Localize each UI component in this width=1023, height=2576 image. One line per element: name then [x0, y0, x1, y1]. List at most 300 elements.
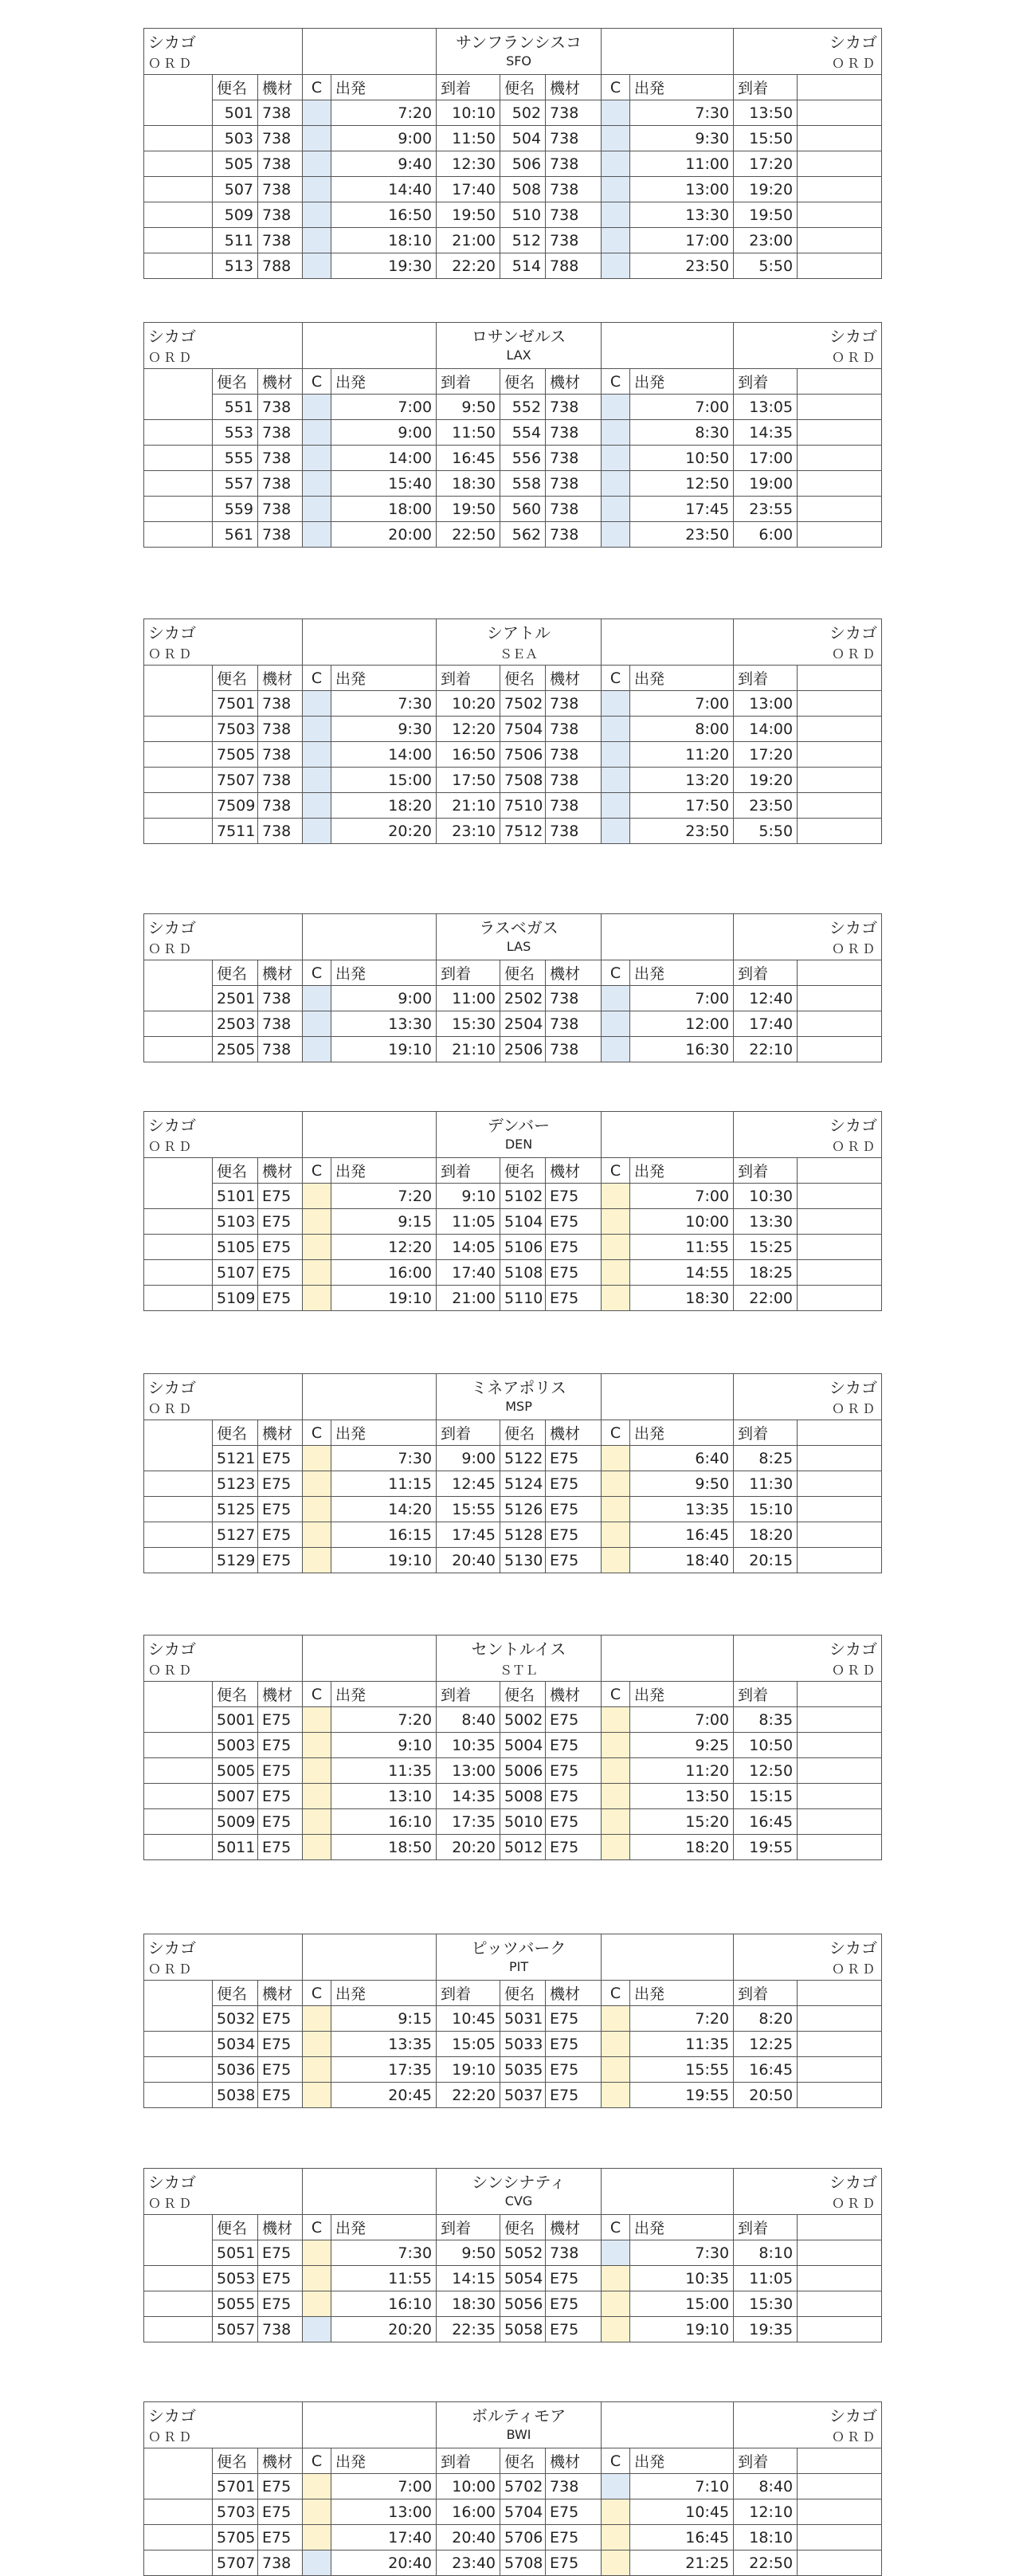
blank-cell [144, 960, 213, 986]
col-aircraft: 機材 [546, 369, 602, 395]
class-cell [602, 1835, 630, 1860]
class-cell [303, 497, 331, 522]
destination-code: MSP [437, 1398, 602, 1420]
class-cell [303, 1011, 331, 1037]
arrive-time: 19:10 [437, 2057, 500, 2083]
destination-name: ピッツバーク [437, 1934, 602, 1958]
col-arrive: 到着 [734, 666, 798, 691]
blank-cell [798, 369, 882, 395]
blank-cell [144, 2550, 213, 2576]
origin-code: ＯＲＤ [144, 1398, 303, 1420]
blank-cell [798, 742, 882, 768]
col-class: C [303, 1420, 331, 1446]
class-cell [602, 497, 630, 522]
flight-number: 7504 [500, 717, 546, 742]
depart-time: 12:00 [630, 1011, 734, 1037]
class-cell [602, 2525, 630, 2550]
blank-cell [798, 1420, 882, 1446]
col-arrive: 到着 [734, 1682, 798, 1707]
class-cell [602, 126, 630, 151]
flight-number: 557 [213, 471, 258, 497]
header-blank [303, 938, 437, 960]
depart-time: 16:30 [630, 1037, 734, 1062]
blank-cell [798, 1548, 882, 1573]
arrive-time: 19:50 [734, 202, 798, 228]
depart-time: 13:20 [630, 768, 734, 793]
class-cell [303, 1471, 331, 1497]
depart-time: 7:20 [630, 2006, 734, 2032]
depart-time: 15:55 [630, 2057, 734, 2083]
col-aircraft: 機材 [258, 1158, 303, 1184]
aircraft-type: E75 [258, 2266, 303, 2291]
return-code: ＯＲＤ [734, 643, 882, 666]
class-cell [602, 717, 630, 742]
flight-row [144, 1809, 882, 1835]
origin-code: ＯＲＤ [144, 53, 303, 75]
blank-cell [144, 1497, 213, 1522]
arrive-time: 12:30 [437, 151, 500, 177]
col-depart: 出発 [630, 2448, 734, 2474]
flight-number: 553 [213, 420, 258, 446]
arrive-time: 14:35 [734, 420, 798, 446]
depart-time: 17:45 [630, 497, 734, 522]
flight-number: 504 [500, 126, 546, 151]
blank-cell [144, 497, 213, 522]
flight-row [144, 2474, 882, 2499]
arrive-time: 23:40 [437, 2550, 500, 2576]
flight-number: 7505 [213, 742, 258, 768]
blank-cell [798, 1184, 882, 1209]
blank-cell [798, 819, 882, 844]
class-cell [303, 768, 331, 793]
flight-number: 508 [500, 177, 546, 202]
blank-cell [798, 1497, 882, 1522]
header-blank [602, 53, 734, 75]
aircraft-type: E75 [258, 1548, 303, 1573]
col-arrive: 到着 [437, 960, 500, 986]
class-cell [602, 2032, 630, 2057]
depart-time: 23:50 [630, 253, 734, 279]
col-flight: 便名 [213, 2215, 258, 2240]
blank-cell [144, 793, 213, 819]
flight-number: 5109 [213, 1286, 258, 1311]
blank-cell [144, 1733, 213, 1758]
class-cell [602, 1733, 630, 1758]
col-aircraft: 機材 [546, 2215, 602, 2240]
header-blank [602, 2426, 734, 2448]
destination-code: CVG [437, 2193, 602, 2215]
blank-cell [144, 522, 213, 548]
class-cell [602, 228, 630, 253]
class-cell [303, 1286, 331, 1311]
flight-number: 7510 [500, 793, 546, 819]
class-cell [602, 1707, 630, 1733]
flight-number: 5002 [500, 1707, 546, 1733]
arrive-time: 18:30 [437, 2291, 500, 2317]
blank-cell [144, 100, 213, 126]
class-cell [303, 2474, 331, 2499]
flight-number: 2502 [500, 986, 546, 1011]
flight-row [144, 2083, 882, 2108]
class-cell [303, 420, 331, 446]
arrive-time: 13:05 [734, 395, 798, 420]
depart-time: 13:00 [630, 177, 734, 202]
depart-time: 7:30 [331, 1446, 437, 1471]
flight-number: 5702 [500, 2474, 546, 2499]
arrive-time: 16:45 [734, 1809, 798, 1835]
col-flight: 便名 [500, 2215, 546, 2240]
col-arrive: 到着 [734, 1420, 798, 1446]
origin-code: ＯＲＤ [144, 1958, 303, 1981]
aircraft-type: 738 [258, 986, 303, 1011]
flight-number: 5053 [213, 2266, 258, 2291]
depart-time: 11:00 [630, 151, 734, 177]
col-depart: 出発 [630, 1682, 734, 1707]
header-blank [602, 643, 734, 666]
col-arrive: 到着 [437, 1158, 500, 1184]
class-cell [303, 1784, 331, 1809]
blank-cell [798, 1471, 882, 1497]
flight-row [144, 471, 882, 497]
blank-cell [144, 395, 213, 420]
arrive-time: 16:00 [437, 2499, 500, 2525]
class-cell [303, 1497, 331, 1522]
depart-time: 14:00 [331, 446, 437, 471]
flight-number: 5010 [500, 1809, 546, 1835]
depart-time: 7:00 [630, 986, 734, 1011]
aircraft-type: 738 [258, 202, 303, 228]
blank-cell [144, 202, 213, 228]
depart-time: 7:00 [630, 395, 734, 420]
header-blank [303, 323, 437, 347]
aircraft-type: E75 [258, 1497, 303, 1522]
flight-number: 5004 [500, 1733, 546, 1758]
blank-cell [798, 2006, 882, 2032]
aircraft-type: E75 [258, 1758, 303, 1784]
class-cell [602, 691, 630, 717]
destination-name: ミネアポリス [437, 1374, 602, 1398]
aircraft-type: 738 [546, 522, 602, 548]
col-flight: 便名 [500, 1682, 546, 1707]
arrive-time: 22:50 [734, 2550, 798, 2576]
return-code: ＯＲＤ [734, 2426, 882, 2448]
blank-cell [798, 1981, 882, 2006]
blank-cell [144, 2317, 213, 2342]
arrive-time: 12:25 [734, 2032, 798, 2057]
aircraft-type: E75 [258, 1260, 303, 1286]
arrive-time: 19:50 [437, 497, 500, 522]
col-aircraft: 機材 [546, 1420, 602, 1446]
arrive-time: 9:50 [437, 2240, 500, 2266]
aircraft-type: 738 [546, 177, 602, 202]
col-aircraft: 機材 [546, 2448, 602, 2474]
col-depart: 出発 [630, 1158, 734, 1184]
blank-cell [798, 2474, 882, 2499]
aircraft-type: E75 [258, 2240, 303, 2266]
blank-cell [144, 2474, 213, 2499]
class-cell [602, 1235, 630, 1260]
flight-number: 5003 [213, 1733, 258, 1758]
class-cell [602, 1548, 630, 1573]
col-depart: 出発 [630, 75, 734, 100]
aircraft-type: 738 [546, 793, 602, 819]
depart-time: 20:20 [331, 819, 437, 844]
depart-time: 18:40 [630, 1548, 734, 1573]
depart-time: 7:30 [630, 100, 734, 126]
class-cell [303, 717, 331, 742]
class-cell [303, 2240, 331, 2266]
arrive-time: 19:20 [734, 768, 798, 793]
class-cell [303, 1758, 331, 1784]
flight-row [144, 691, 882, 717]
blank-cell [798, 717, 882, 742]
arrive-time: 10:00 [437, 2474, 500, 2499]
return-code: ＯＲＤ [734, 1136, 882, 1158]
class-cell [602, 151, 630, 177]
class-cell [602, 395, 630, 420]
flight-row [144, 1522, 882, 1548]
flight-row [144, 253, 882, 279]
col-arrive: 到着 [437, 2215, 500, 2240]
aircraft-type: E75 [546, 1809, 602, 1835]
blank-cell [798, 253, 882, 279]
aircraft-type: 738 [546, 717, 602, 742]
col-arrive: 到着 [734, 369, 798, 395]
blank-cell [144, 1981, 213, 2006]
arrive-time: 9:50 [437, 395, 500, 420]
blank-cell [144, 177, 213, 202]
arrive-time: 19:20 [734, 177, 798, 202]
aircraft-type: E75 [546, 1758, 602, 1784]
route-table [143, 2401, 881, 2576]
header-blank [303, 29, 437, 53]
depart-time: 11:15 [331, 1471, 437, 1497]
arrive-time: 15:10 [734, 1497, 798, 1522]
class-cell [303, 2317, 331, 2342]
header-blank [602, 2402, 734, 2426]
class-cell [303, 1446, 331, 1471]
origin-code: ＯＲＤ [144, 643, 303, 666]
blank-cell [798, 2499, 882, 2525]
depart-time: 14:55 [630, 1260, 734, 1286]
flight-number: 5707 [213, 2550, 258, 2576]
col-class: C [303, 666, 331, 691]
flight-row [144, 1497, 882, 1522]
flight-number: 559 [213, 497, 258, 522]
flight-row [144, 228, 882, 253]
depart-time: 19:10 [331, 1286, 437, 1311]
depart-time: 8:00 [630, 717, 734, 742]
class-cell [303, 1209, 331, 1235]
class-cell [602, 2266, 630, 2291]
depart-time: 14:20 [331, 1497, 437, 1522]
blank-cell [798, 202, 882, 228]
blank-cell [144, 1011, 213, 1037]
flight-number: 558 [500, 471, 546, 497]
flight-row [144, 1707, 882, 1733]
class-cell [303, 2499, 331, 2525]
header-blank [303, 347, 437, 369]
origin-code: ＯＲＤ [144, 938, 303, 960]
class-cell [602, 253, 630, 279]
flight-number: 512 [500, 228, 546, 253]
header-blank [602, 1958, 734, 1981]
class-cell [303, 2550, 331, 2576]
col-class: C [602, 2215, 630, 2240]
aircraft-type: E75 [546, 2083, 602, 2108]
depart-time: 11:20 [630, 742, 734, 768]
arrive-time: 16:50 [437, 742, 500, 768]
class-cell [303, 126, 331, 151]
header-blank [602, 1112, 734, 1136]
flight-number: 5125 [213, 1497, 258, 1522]
col-class: C [602, 960, 630, 986]
aircraft-type: E75 [258, 1471, 303, 1497]
destination-name: ラスベガス [437, 914, 602, 938]
col-arrive: 到着 [734, 2215, 798, 2240]
depart-time: 7:10 [630, 2474, 734, 2499]
flight-row [144, 202, 882, 228]
class-cell [303, 1733, 331, 1758]
blank-cell [798, 1209, 882, 1235]
arrive-time: 16:45 [734, 2057, 798, 2083]
col-flight: 便名 [500, 960, 546, 986]
class-cell [303, 793, 331, 819]
flight-number: 513 [213, 253, 258, 279]
blank-cell [144, 2215, 213, 2240]
aircraft-type: 738 [258, 126, 303, 151]
aircraft-type: E75 [546, 1707, 602, 1733]
route-table [143, 1934, 881, 2108]
flight-number: 560 [500, 497, 546, 522]
aircraft-type: E75 [258, 2525, 303, 2550]
blank-cell [144, 2525, 213, 2550]
arrive-time: 11:30 [734, 1471, 798, 1497]
flight-number: 5009 [213, 1809, 258, 1835]
class-cell [303, 471, 331, 497]
blank-cell [144, 1758, 213, 1784]
aircraft-type: 738 [546, 395, 602, 420]
class-cell [602, 793, 630, 819]
arrive-time: 8:35 [734, 1707, 798, 1733]
blank-cell [144, 369, 213, 395]
aircraft-type: 738 [258, 1037, 303, 1062]
flight-number: 511 [213, 228, 258, 253]
flight-row [144, 1260, 882, 1286]
aircraft-type: E75 [258, 1286, 303, 1311]
col-class: C [303, 1981, 331, 2006]
depart-time: 9:15 [331, 2006, 437, 2032]
flight-number: 5107 [213, 1260, 258, 1286]
arrive-time: 20:50 [734, 2083, 798, 2108]
aircraft-type: E75 [546, 2291, 602, 2317]
col-aircraft: 機材 [546, 666, 602, 691]
aircraft-type: E75 [546, 1184, 602, 1209]
blank-cell [798, 2032, 882, 2057]
col-arrive: 到着 [734, 1158, 798, 1184]
flight-row [144, 1037, 882, 1062]
flight-number: 552 [500, 395, 546, 420]
flight-row [144, 2550, 882, 2576]
header-blank [602, 1374, 734, 1398]
depart-time: 9:00 [331, 126, 437, 151]
destination-code: PIT [437, 1958, 602, 1981]
flight-number: 5054 [500, 2266, 546, 2291]
flight-number: 7502 [500, 691, 546, 717]
flight-number: 5008 [500, 1784, 546, 1809]
aircraft-type: 738 [258, 2550, 303, 2576]
arrive-time: 12:45 [437, 1471, 500, 1497]
blank-cell [798, 1784, 882, 1809]
class-cell [303, 2083, 331, 2108]
class-cell [303, 1707, 331, 1733]
arrive-time: 13:00 [437, 1758, 500, 1784]
aircraft-type: E75 [546, 1522, 602, 1548]
class-cell [602, 2083, 630, 2108]
aircraft-type: 738 [546, 228, 602, 253]
blank-cell [144, 1522, 213, 1548]
aircraft-type: 738 [546, 202, 602, 228]
blank-cell [798, 986, 882, 1011]
arrive-time: 10:45 [437, 2006, 500, 2032]
flight-row [144, 446, 882, 471]
depart-time: 23:50 [630, 522, 734, 548]
blank-cell [798, 75, 882, 100]
class-cell [303, 151, 331, 177]
class-cell [303, 1522, 331, 1548]
depart-time: 18:00 [331, 497, 437, 522]
depart-time: 17:40 [331, 2525, 437, 2550]
origin-name: シカゴ [144, 2169, 303, 2193]
flight-number: 5704 [500, 2499, 546, 2525]
blank-cell [798, 1286, 882, 1311]
flight-row [144, 2057, 882, 2083]
aircraft-type: 738 [546, 1011, 602, 1037]
blank-cell [798, 2448, 882, 2474]
arrive-time: 12:40 [734, 986, 798, 1011]
arrive-time: 21:00 [437, 228, 500, 253]
aircraft-type: 738 [258, 742, 303, 768]
return-name: シカゴ [734, 2402, 882, 2426]
aircraft-type: 738 [258, 446, 303, 471]
aircraft-type: 738 [258, 497, 303, 522]
flight-row [144, 497, 882, 522]
blank-cell [144, 666, 213, 691]
flight-number: 5128 [500, 1522, 546, 1548]
depart-time: 12:50 [630, 471, 734, 497]
flight-number: 7501 [213, 691, 258, 717]
arrive-time: 22:20 [437, 253, 500, 279]
arrive-time: 12:10 [734, 2499, 798, 2525]
class-cell [602, 1522, 630, 1548]
flight-row [144, 100, 882, 126]
aircraft-type: 738 [546, 420, 602, 446]
arrive-time: 9:00 [437, 1446, 500, 1471]
flight-number: 562 [500, 522, 546, 548]
blank-cell [798, 446, 882, 471]
header-blank [602, 938, 734, 960]
depart-time: 13:30 [630, 202, 734, 228]
col-class: C [303, 369, 331, 395]
aircraft-type: E75 [258, 1235, 303, 1260]
arrive-time: 18:30 [437, 471, 500, 497]
class-cell [303, 1835, 331, 1860]
arrive-time: 22:50 [437, 522, 500, 548]
arrive-time: 15:30 [437, 1011, 500, 1037]
col-aircraft: 機材 [546, 75, 602, 100]
aircraft-type: 738 [546, 497, 602, 522]
flight-number: 5012 [500, 1835, 546, 1860]
